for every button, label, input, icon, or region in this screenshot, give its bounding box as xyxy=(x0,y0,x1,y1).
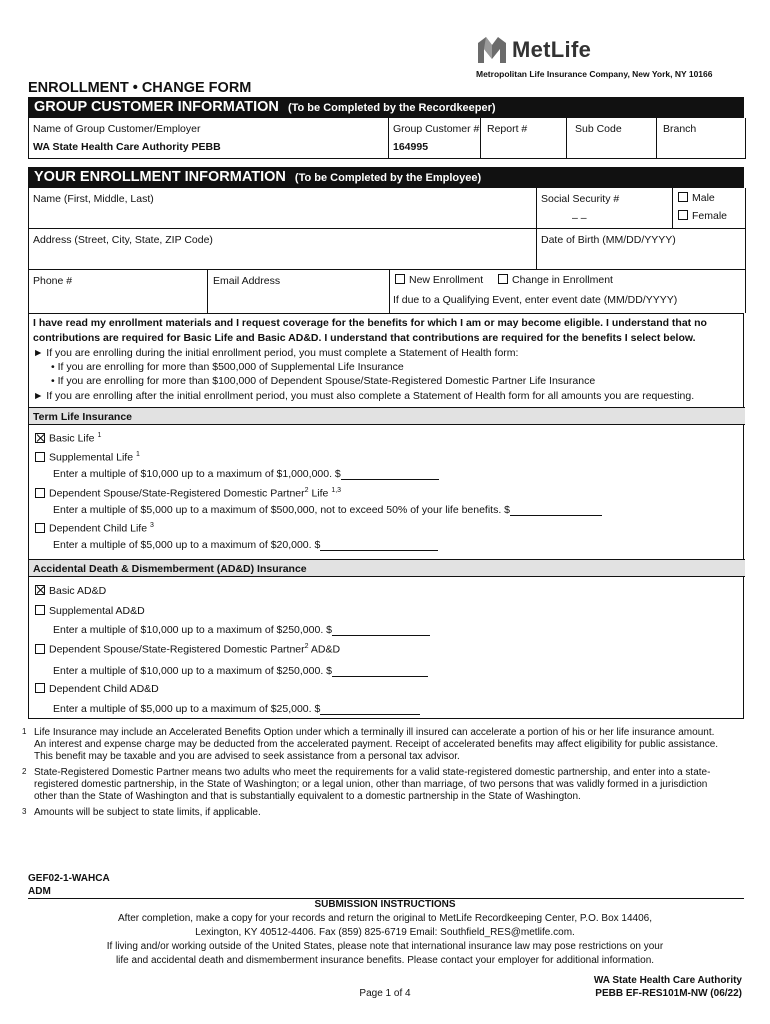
employer-value[interactable]: WA State Health Care Authority PEBB xyxy=(33,141,221,153)
supplemental-life-amount: Enter a multiple of $10,000 up to a maximum of $1,000,000. $ xyxy=(53,468,439,480)
form-title: ENROLLMENT • CHANGE FORM xyxy=(28,80,252,96)
metlife-logo-icon xyxy=(476,37,508,63)
benefits-box xyxy=(28,313,744,719)
spouse-add-option[interactable]: Dependent Spouse/State-Registered Domestic Partner$^2$ AD&D xyxy=(35,643,340,656)
male-checkbox[interactable] xyxy=(678,192,688,202)
statement-arrow-2: ► If you are enrolling after the initial enrollment period, you must also complete a Statement of Health form for all amounts you are requesting. xyxy=(33,390,695,402)
email-field[interactable]: Email Address xyxy=(213,275,281,287)
dob-field[interactable]: Date of Birth (MM/DD/YYYY) xyxy=(541,234,676,246)
sub-code-label[interactable]: Sub Code xyxy=(575,123,622,135)
supplemental-add-amount-input[interactable] xyxy=(332,625,430,636)
add-header: Accidental Death & Dismemberment (AD&D) Insurance xyxy=(29,559,745,577)
group-number-value[interactable]: 164995 xyxy=(393,141,429,153)
basic-life-checkbox[interactable] xyxy=(35,433,45,443)
footnote-1: 1 Life Insurance may include an Accelerated Benefits Option under which a terminally ill insured can accelerate a portion of his or her life insurance amount. An interest and expense charge may be deducted from the accelerated payment. Receipt of accelerated benefits may affect eligibility for public assistance. This benefit may be taxable and you are advised to seek assistance from a personal tax advisor. xyxy=(22,727,719,762)
basic-add-option[interactable]: Basic AD&D xyxy=(35,585,106,597)
spouse-life-amount-input[interactable] xyxy=(510,505,602,516)
female-option[interactable]: Female xyxy=(678,210,727,222)
statement-line-2: contributions are required for Basic Life and Basic AD&D. I understand that contributions are required for the benefits I select below. xyxy=(33,332,696,344)
form-code-2: ADM xyxy=(28,886,51,897)
statement-arrow-1: ► If you are enrolling during the initial enrollment period, you must complete a Statement of Health form: xyxy=(33,347,519,359)
child-add-checkbox[interactable] xyxy=(35,683,45,693)
child-life-amount-input[interactable] xyxy=(320,540,438,551)
group-section-subtitle: (To be Completed by the Recordkeeper) xyxy=(287,102,496,114)
change-enrollment-checkbox[interactable] xyxy=(498,274,508,284)
page-number: Page 1 of 4 xyxy=(359,988,411,999)
brand-name: MetLife xyxy=(512,37,592,62)
qualifying-event-field[interactable]: If due to a Qualifying Event, enter event date (MM/DD/YYYY) xyxy=(393,294,678,306)
supplemental-life-amount-input[interactable] xyxy=(341,469,439,480)
submission-line-3: If living and/or working outside of the United States, please note that international insurance law may pose restrictions on your xyxy=(106,941,664,952)
enrollment-section-subtitle: (To be Completed by the Employee) xyxy=(294,172,482,184)
statement-bullet-1: • If you are enrolling for more than $500,000 of Supplemental Life Insurance xyxy=(51,361,404,373)
new-enrollment-option[interactable]: New Enrollment xyxy=(395,274,483,286)
enrollment-grid xyxy=(28,188,746,313)
footnote-3: 3 Amounts will be subject to state limits, if applicable. xyxy=(22,807,261,818)
submission-line-1: After completion, make a copy for your records and return the original to MetLife Recordkeeping Center, P.O. Box 14406, xyxy=(118,913,652,924)
supplemental-add-option[interactable]: Supplemental AD&D xyxy=(35,605,145,617)
company-line: Metropolitan Life Insurance Company, New York, NY 10166 xyxy=(476,69,713,79)
spouse-life-option[interactable]: Dependent Spouse/State-Registered Domestic Partner$^2$ Life $^{1,3}$ xyxy=(35,487,341,500)
child-add-amount-input[interactable] xyxy=(320,704,420,715)
supplemental-add-checkbox[interactable] xyxy=(35,605,45,615)
child-life-amount: Enter a multiple of $5,000 up to a maximum of $20,000. $ xyxy=(53,539,438,551)
new-enrollment-checkbox[interactable] xyxy=(395,274,405,284)
spouse-add-amount: Enter a multiple of $10,000 up to a maximum of $250,000. $ xyxy=(53,665,428,677)
statement-line-1: I have read my enrollment materials and I request coverage for the benefits for which I am or may become eligible. I understand that no xyxy=(33,317,707,329)
female-checkbox[interactable] xyxy=(678,210,688,220)
statement-bullet-2: • If you are enrolling for more than $100,000 of Dependent Spouse/State-Registered Domestic Partner Life Insurance xyxy=(51,375,596,387)
branch-label[interactable]: Branch xyxy=(663,123,697,135)
group-number-label: Group Customer # xyxy=(393,123,480,135)
submission-title: SUBMISSION INSTRUCTIONS xyxy=(314,899,456,910)
submission-line-4: life and accidental death and dismemberment insurance benefits. Please contact your employer for additional information. xyxy=(115,955,655,966)
ssn-dashes: – – xyxy=(572,212,587,224)
spouse-add-checkbox[interactable] xyxy=(35,644,45,654)
name-field[interactable]: Name (First, Middle, Last) xyxy=(33,193,154,205)
child-life-checkbox[interactable] xyxy=(35,523,45,533)
child-life-option[interactable]: Dependent Child Life $^3$ xyxy=(35,522,154,535)
child-add-option[interactable]: Dependent Child AD&D xyxy=(35,683,159,695)
report-number-label[interactable]: Report # xyxy=(487,123,528,135)
enrollment-section-title: YOUR ENROLLMENT INFORMATION xyxy=(34,169,286,185)
basic-life-option[interactable]: Basic Life $^1$ xyxy=(35,432,101,445)
footer-agency: WA State Health Care Authority xyxy=(593,975,742,986)
basic-add-checkbox[interactable] xyxy=(35,585,45,595)
change-enrollment-option[interactable]: Change in Enrollment xyxy=(498,274,613,286)
submission-line-2: Lexington, KY 40512-4406. Fax (859) 825-6719 Email: Southfield_RES@metlife.com. xyxy=(195,927,575,938)
group-customer-grid xyxy=(28,118,746,159)
group-section-title: GROUP CUSTOMER INFORMATION xyxy=(34,99,279,115)
footnote-2: 2 State-Registered Domestic Partner means two adults who meet the requirements for a valid state-registered domestic partnership, and enter into a state- registered domestic partnership, in the State of Washington; or a legal union, other than marriage, of two persons that was validly formed in a jurisdiction other than the State of Washington and that is substantially equivalent to a domestic partnership in the State of Washington. xyxy=(22,767,711,802)
enrollment-section-bar xyxy=(28,167,744,188)
employer-label: Name of Group Customer/Employer xyxy=(33,123,201,135)
supplemental-life-option[interactable]: Supplemental Life $^1$ xyxy=(35,451,140,464)
male-option[interactable]: Male xyxy=(678,192,715,204)
supplemental-life-checkbox[interactable] xyxy=(35,452,45,462)
spouse-life-amount: Enter a multiple of $5,000 up to a maximum of $500,000, not to exceed 50% of your life benefits. $ xyxy=(53,504,602,516)
ssn-field[interactable]: Social Security # xyxy=(541,193,620,205)
group-section-bar xyxy=(28,97,744,118)
supplemental-add-amount: Enter a multiple of $10,000 up to a maximum of $250,000. $ xyxy=(53,624,430,636)
child-add-amount: Enter a multiple of $5,000 up to a maximum of $25,000. $ xyxy=(53,703,420,715)
term-life-header: Term Life Insurance xyxy=(29,407,745,425)
address-field[interactable]: Address (Street, City, State, ZIP Code) xyxy=(33,234,213,246)
spouse-life-checkbox[interactable] xyxy=(35,488,45,498)
form-code-1: GEF02-1-WAHCA xyxy=(28,873,110,884)
footer-form-number: PEBB EF-RES101M-NW (06/22) xyxy=(595,988,742,999)
spouse-add-amount-input[interactable] xyxy=(332,666,428,677)
phone-field[interactable]: Phone # xyxy=(33,275,73,287)
